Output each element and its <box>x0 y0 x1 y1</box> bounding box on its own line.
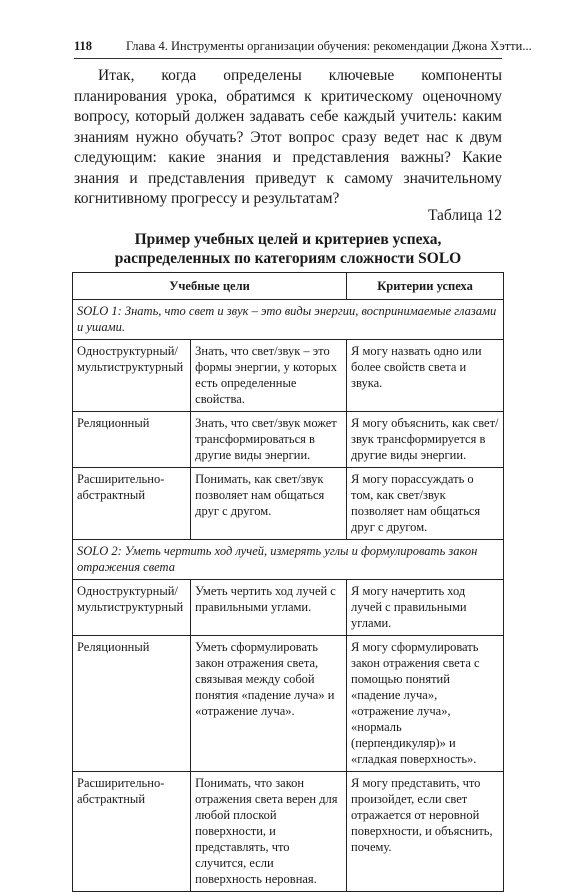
goal-cell: Уметь сформулировать закон отражения света, связывая между собой понятия «падение луча» и «отражение луча». <box>191 636 347 772</box>
criterion-cell: Я могу назвать одно или более свойств света и звука. <box>347 340 504 412</box>
running-header <box>74 38 532 54</box>
header-divider <box>74 58 502 59</box>
page-number: 118 <box>74 39 93 53</box>
goal-cell: Знать, что свет/звук – это формы энергии, у которых есть определенные свойства. <box>191 340 347 412</box>
level-cell: Одноструктурный/ мультиструктурный <box>73 340 191 412</box>
level-cell: Одноструктурный/ мультиструктурный <box>73 580 191 636</box>
header-goals: Учебные цели <box>73 273 347 300</box>
section-title-solo-2: SOLO 2: Уметь чертить ход лучей, измерять углы и формулировать закон отражения света <box>73 540 504 580</box>
goal-cell: Понимать, что закон отражения света верен для любой плоской поверхности, и представлять, что случится, если поверхность неровная. <box>191 772 347 892</box>
running-title: Глава 4. Инструменты организации обучения: рекомендации Джона Хэтти... <box>126 39 532 53</box>
intro-paragraph: Итак, когда определены ключевые компоненты планирования урока, обратимся к критическому оценочному вопросу, который должен задавать себе каждый учитель: каким знаниям нужно обучать? Этот вопрос сразу ведет нас к двум следующим: какие знания и представления важны? Какие знания и представления приведут к самому значительному когнитивному прогрессу и результатам? <box>74 67 502 207</box>
criterion-cell: Я могу порассуждать о том, как свет/звук позволяет нам общаться друг с другом. <box>347 468 504 540</box>
table-row <box>73 340 504 412</box>
criterion-cell: Я могу начертить ход лучей с правильными углами. <box>347 580 504 636</box>
level-cell: Реляционный <box>73 636 191 772</box>
table-row <box>73 772 504 892</box>
goal-cell: Уметь чертить ход лучей с правильными углами. <box>191 580 347 636</box>
goal-cell: Знать, что свет/звук может трансформироваться в другие виды энергии. <box>191 412 347 468</box>
level-cell: Расширительно-абстрактный <box>73 772 191 892</box>
level-cell: Расширительно-абстрактный <box>73 468 191 540</box>
criterion-cell: Я могу сформулировать закон отражения света с помощью понятий «падение луча», «отражение луча», «нормаль (перпендикуляр)» и «гладкая поверхность». <box>347 636 504 772</box>
section-row <box>73 540 504 580</box>
goal-cell: Понимать, как свет/звук позволяет нам общаться друг с другом. <box>191 468 347 540</box>
table-row <box>73 636 504 772</box>
criterion-cell: Я могу объяснить, как свет/звук трансформируется в другие виды энергии. <box>347 412 504 468</box>
criterion-cell: Я могу представить, что произойдет, если свет отражается от неровной поверхности, и объяснить, почему. <box>347 772 504 892</box>
table-row <box>73 580 504 636</box>
table-header-row <box>73 273 504 300</box>
table-row <box>73 412 504 468</box>
intro-text <box>74 66 502 210</box>
table-title-line-2: распределенных по категориям сложности SOLO <box>114 250 462 267</box>
solo-table <box>72 272 504 892</box>
section-title-solo-1: SOLO 1: Знать, что свет и звук – это виды энергии, воспринимаемые глазами и ушами. <box>73 300 504 340</box>
table-title <box>74 230 502 268</box>
section-row <box>73 300 504 340</box>
table-number: Таблица 12 <box>427 207 502 224</box>
header-criteria: Критерии успеха <box>347 273 504 300</box>
table-title-line-1: Пример учебных целей и критериев успеха, <box>134 231 442 248</box>
table-row <box>73 468 504 540</box>
level-cell: Реляционный <box>73 412 191 468</box>
